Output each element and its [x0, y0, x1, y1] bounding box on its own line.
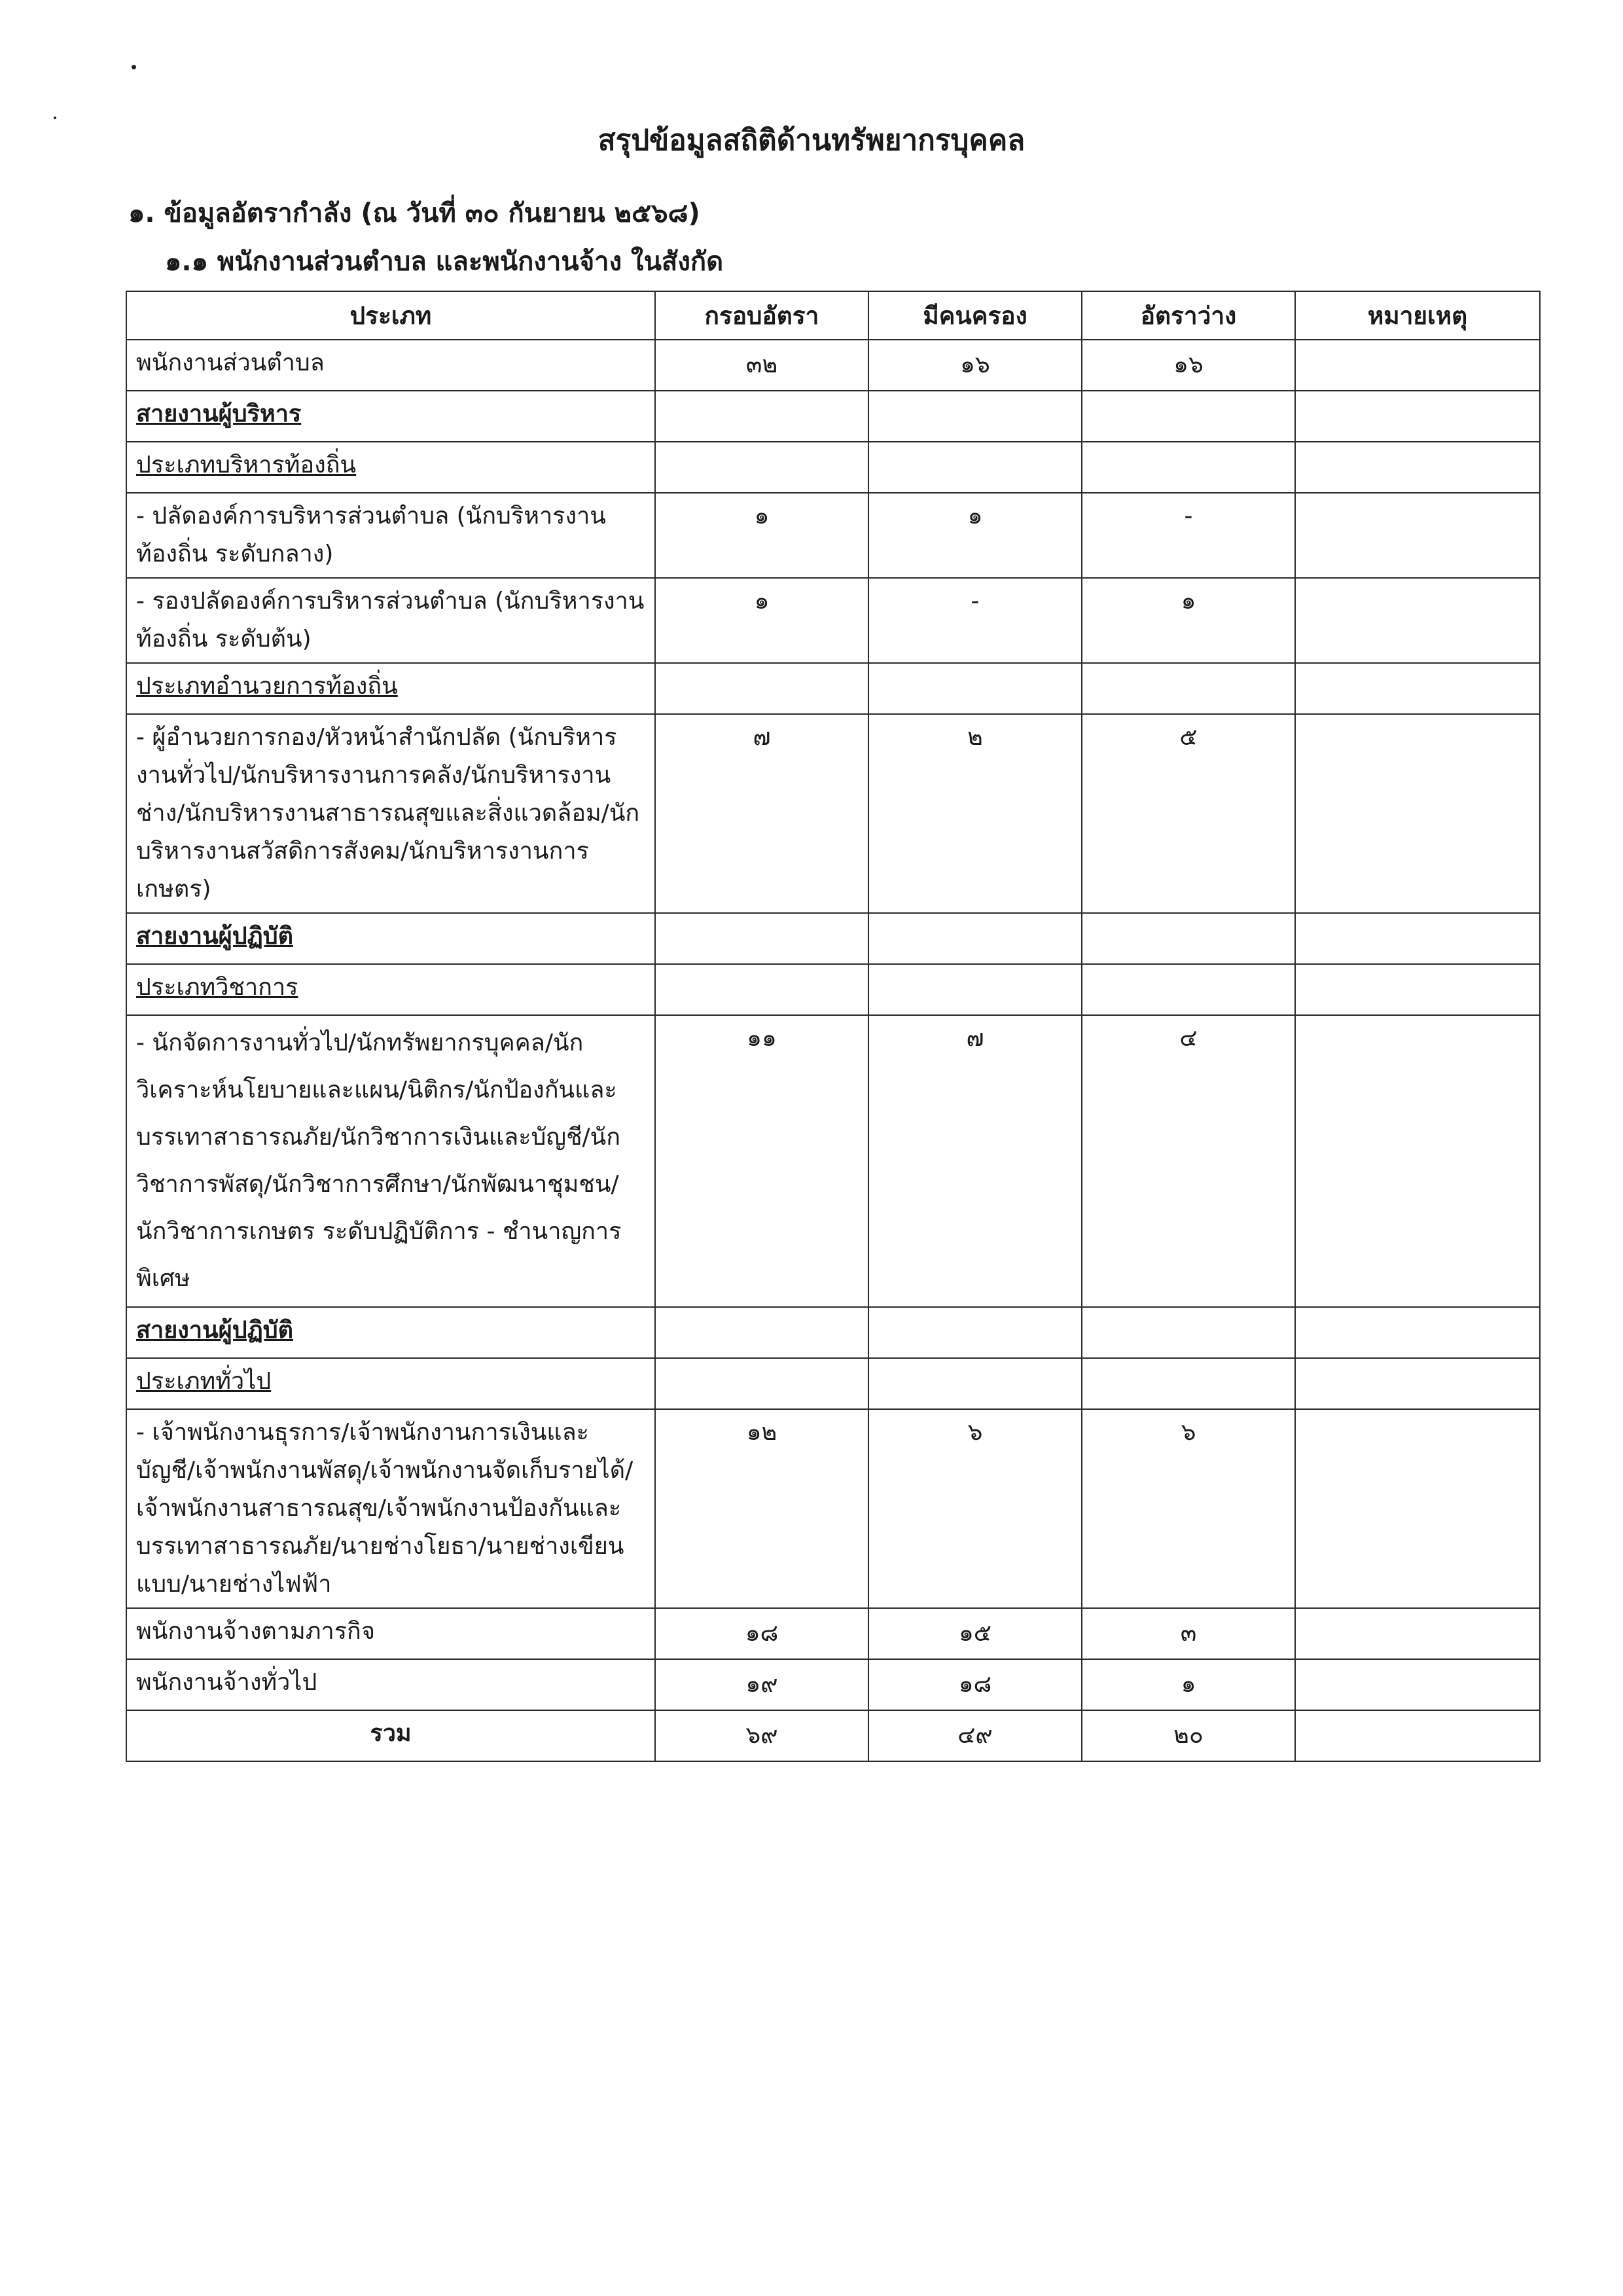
row-type: - ปลัดองค์การบริหารส่วนตำบล (นักบริหารงานท้องถิ่น ระดับกลาง): [126, 493, 655, 578]
row-note: [1295, 1409, 1540, 1608]
row-vacant: ๑: [1082, 578, 1295, 663]
row-quota: ๑: [655, 493, 868, 578]
row-vacant: [1082, 442, 1295, 493]
row-note: [1295, 714, 1540, 913]
row-type: - รองปลัดองค์การบริหารส่วนตำบล (นักบริหารงานท้องถิ่น ระดับต้น): [126, 578, 655, 663]
document-title: สรุปข้อมูลสถิติด้านทรัพยากรบุคคล: [597, 124, 1026, 157]
section-heading: ๑. ข้อมูลอัตรากำลัง (ณ วันที่ ๓๐ กันยายน ๒๕๖๘): [128, 198, 700, 228]
row-vacant: -: [1082, 493, 1295, 578]
row-quota: [655, 663, 868, 714]
row-quota: [655, 964, 868, 1015]
row-quota: ๑๙: [655, 1659, 868, 1710]
total-quota: ๖๙: [655, 1710, 868, 1761]
row-filled: [868, 913, 1082, 964]
table-row: [126, 913, 1540, 964]
total-vacant: ๒๐: [1082, 1710, 1295, 1761]
row-quota: ๑๘: [655, 1608, 868, 1659]
row-filled: [868, 391, 1082, 442]
row-vacant: [1082, 1307, 1295, 1358]
total-filled: ๔๙: [868, 1710, 1082, 1761]
row-type: สายงานผู้ปฏิบัติ: [126, 913, 655, 964]
row-filled: ๑๕: [868, 1608, 1082, 1659]
row-note: [1295, 1015, 1540, 1307]
row-vacant: [1082, 1358, 1295, 1409]
row-type: พนักงานจ้างตามภารกิจ: [126, 1608, 655, 1659]
row-quota: [655, 391, 868, 442]
table-row: [126, 1307, 1540, 1358]
row-type: สายงานผู้บริหาร: [126, 391, 655, 442]
table-row: [126, 714, 1540, 913]
row-type: สายงานผู้ปฏิบัติ: [126, 1307, 655, 1358]
row-type: ประเภทบริหารท้องถิ่น: [126, 442, 655, 493]
row-quota: [655, 1307, 868, 1358]
subsection-heading: ๑.๑ พนักงานส่วนตำบล และพนักงานจ้าง ในสังกัด: [165, 247, 724, 277]
table-row: [126, 1358, 1540, 1409]
total-label: รวม: [126, 1710, 655, 1761]
row-quota: ๓๒: [655, 340, 868, 391]
table-row: [126, 442, 1540, 493]
table-row: [126, 391, 1540, 442]
row-filled: [868, 964, 1082, 1015]
row-quota: [655, 1358, 868, 1409]
header-note: หมายเหตุ: [1295, 291, 1540, 340]
row-note: [1295, 391, 1540, 442]
row-note: [1295, 1659, 1540, 1710]
row-filled: ๒: [868, 714, 1082, 913]
table-row: [126, 340, 1540, 391]
row-vacant: [1082, 913, 1295, 964]
row-vacant: ๑: [1082, 1659, 1295, 1710]
row-filled: ๖: [868, 1409, 1082, 1608]
row-filled: ๑๘: [868, 1659, 1082, 1710]
table-header-row: [126, 291, 1540, 340]
row-note: [1295, 1307, 1540, 1358]
row-type: - นักจัดการงานทั่วไป/นักทรัพยากรบุคคล/นักวิเคราะห์นโยบายและแผน/นิติกร/นักป้องกันและบรรเทาสาธารณภัย/นักวิชาการเงินและบัญชี/นักวิชาการพัสดุ/นักวิชาการศึกษา/นักพัฒนาชุมชน/นักวิชาการเกษตร ระดับปฏิบัติการ - ชำนาญการพิเศษ: [126, 1015, 655, 1307]
row-type: - ผู้อำนวยการกอง/หัวหน้าสำนักปลัด (นักบริหารงานทั่วไป/นักบริหารงานการคลัง/นักบริหารงานช่าง/นักบริหารงานสาธารณสุขและสิ่งแวดล้อม/นักบริหารงานสวัสดิการสังคม/นักบริหารงานการเกษตร): [126, 714, 655, 913]
row-filled: [868, 1358, 1082, 1409]
staffing-table: [126, 291, 1541, 1762]
table-row: [126, 663, 1540, 714]
row-filled: [868, 663, 1082, 714]
row-vacant: ๑๖: [1082, 340, 1295, 391]
table-row: [126, 1409, 1540, 1608]
table-row: [126, 1659, 1540, 1710]
row-type: - เจ้าพนักงานธุรการ/เจ้าพนักงานการเงินและบัญชี/เจ้าพนักงานพัสดุ/เจ้าพนักงานจัดเก็บรายได้/เจ้าพนักงานสาธารณสุข/เจ้าพนักงานป้องกันและบรรเทาสาธารณภัย/นายช่างโยธา/นายช่างเขียนแบบ/นายช่างไฟฟ้า: [126, 1409, 655, 1608]
row-filled: ๑: [868, 493, 1082, 578]
scan-speck: [54, 117, 56, 119]
row-type: ประเภททั่วไป: [126, 1358, 655, 1409]
row-quota: [655, 442, 868, 493]
row-note: [1295, 1608, 1540, 1659]
row-type: พนักงานจ้างทั่วไป: [126, 1659, 655, 1710]
row-vacant: ๔: [1082, 1015, 1295, 1307]
total-note: [1295, 1710, 1540, 1761]
row-vacant: ๓: [1082, 1608, 1295, 1659]
row-note: [1295, 913, 1540, 964]
header-quota: กรอบอัตรา: [655, 291, 868, 340]
row-filled: [868, 1307, 1082, 1358]
row-vacant: ๖: [1082, 1409, 1295, 1608]
row-type: ประเภทอำนวยการท้องถิ่น: [126, 663, 655, 714]
table-row: [126, 493, 1540, 578]
header-vacant: อัตราว่าง: [1082, 291, 1295, 340]
scan-speck: [132, 65, 136, 69]
row-quota: ๑๑: [655, 1015, 868, 1307]
row-note: [1295, 340, 1540, 391]
table-row: [126, 964, 1540, 1015]
row-vacant: [1082, 964, 1295, 1015]
row-filled: ๗: [868, 1015, 1082, 1307]
row-vacant: [1082, 663, 1295, 714]
table-row: [126, 1015, 1540, 1307]
row-vacant: ๕: [1082, 714, 1295, 913]
row-note: [1295, 663, 1540, 714]
row-type: ประเภทวิชาการ: [126, 964, 655, 1015]
row-quota: [655, 913, 868, 964]
row-note: [1295, 578, 1540, 663]
row-note: [1295, 964, 1540, 1015]
row-filled: [868, 442, 1082, 493]
header-type: ประเภท: [126, 291, 655, 340]
row-vacant: [1082, 391, 1295, 442]
table-row: [126, 578, 1540, 663]
row-note: [1295, 493, 1540, 578]
row-filled: ๑๖: [868, 340, 1082, 391]
row-quota: ๑: [655, 578, 868, 663]
row-quota: ๗: [655, 714, 868, 913]
table-total-row: [126, 1710, 1540, 1761]
row-quota: ๑๒: [655, 1409, 868, 1608]
header-filled: มีคนครอง: [868, 291, 1082, 340]
row-filled: -: [868, 578, 1082, 663]
row-note: [1295, 1358, 1540, 1409]
table-row: [126, 1608, 1540, 1659]
row-note: [1295, 442, 1540, 493]
row-type: พนักงานส่วนตำบล: [126, 340, 655, 391]
